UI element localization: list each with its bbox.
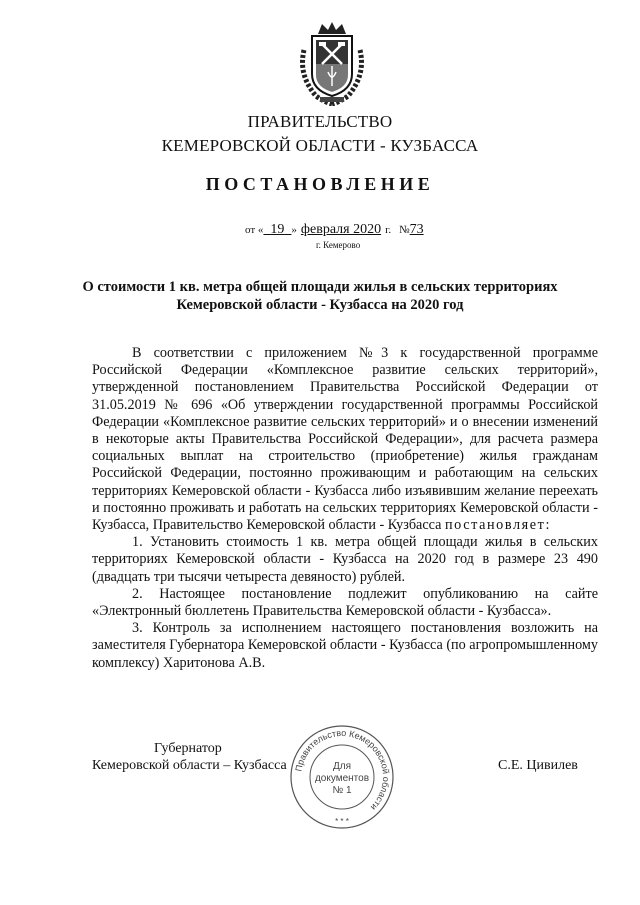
coat-of-arms-emblem xyxy=(294,20,370,106)
decree-subject: О стоимости 1 кв. метра общей площади жилья в сельских территориях Кемеровской области - Кузбасса на 2020 год xyxy=(82,279,558,313)
body-paragraph-1: В соответствии с приложением №3 к государственной программе Российской Федерации «Комплексное развитие сельских территорий», утвержденной постановлением Правительства Российской Федерации от 31.05.2019 № 696 «Об утверждении государственной программы Российской Федерации «Комплексное развитие сельских территорий» и о внесении изменений в некоторые акты Правительства Российской Федерации», для расчета размера социальных выплат на строительство (приобретение) жилья гражданам Российской Федерации, постоянно проживающим и работающим на сельских территориях Кемеровской области - Кузбасса либо изъявившим желание переехать и постоянно проживать и работать на сельских территориях Кемеровской области - Кузбасса, Правительство Кемеровской области - Кузбасса постановляет: xyxy=(92,345,598,534)
stamp-line-3: № 1 xyxy=(332,785,352,796)
decree-month-year: февраля 2020 xyxy=(300,222,382,237)
decree-date-number xyxy=(245,222,424,238)
number-label: № xyxy=(399,224,410,236)
decree-day: 19 xyxy=(270,222,285,237)
stamp-line-1: Для xyxy=(332,761,352,772)
date-close-quote: » xyxy=(291,224,297,236)
stamp-ring-text: Правительство Кемеровской области xyxy=(293,727,392,813)
body-paragraph-2: 1. Установить стоимость 1 кв. метра общей площади жилья в сельских территориях Кемеровской области - Кузбасса на 2020 год в размере 23 490 (двадцать три тысячи четыреста девяносто) рублей. xyxy=(92,534,598,585)
year-suffix: г. xyxy=(385,224,392,236)
signatory-organization: Кемеровской области – Кузбасса xyxy=(92,758,287,773)
stamp-stars: * * * xyxy=(335,817,349,826)
government-name-line-1: ПРАВИТЕЛЬСТВО xyxy=(247,112,393,131)
official-stamp xyxy=(289,724,395,830)
stamp-line-2: документов xyxy=(314,773,370,784)
government-name-line-2: КЕМЕРОВСКОЙ ОБЛАСТИ - КУЗБАССА xyxy=(161,136,479,155)
decree-verb: постановляет: xyxy=(444,517,552,534)
decree-body xyxy=(92,345,598,672)
date-from-label: от « xyxy=(245,224,264,236)
body-paragraph-4: 3. Контроль за исполнением настоящего постановления возложить на заместителя Губернатора Кемеровской области - Кузбасса (по агропромышленному комплексу) Харитонова А.В. xyxy=(92,620,598,671)
signatory-title: Губернатор xyxy=(154,741,222,756)
body-paragraph-3: 2. Настоящее постановление подлежит опубликованию на сайте «Электронный бюллетень Правительства Кемеровской области - Кузбасса». xyxy=(92,585,598,620)
signatory-name: С.Е. Цивилев xyxy=(498,758,578,773)
decree-number: 73 xyxy=(409,222,424,237)
decree-city: г. Кемерово xyxy=(316,240,361,250)
document-type-title: ПОСТАНОВЛЕНИЕ xyxy=(205,174,435,194)
